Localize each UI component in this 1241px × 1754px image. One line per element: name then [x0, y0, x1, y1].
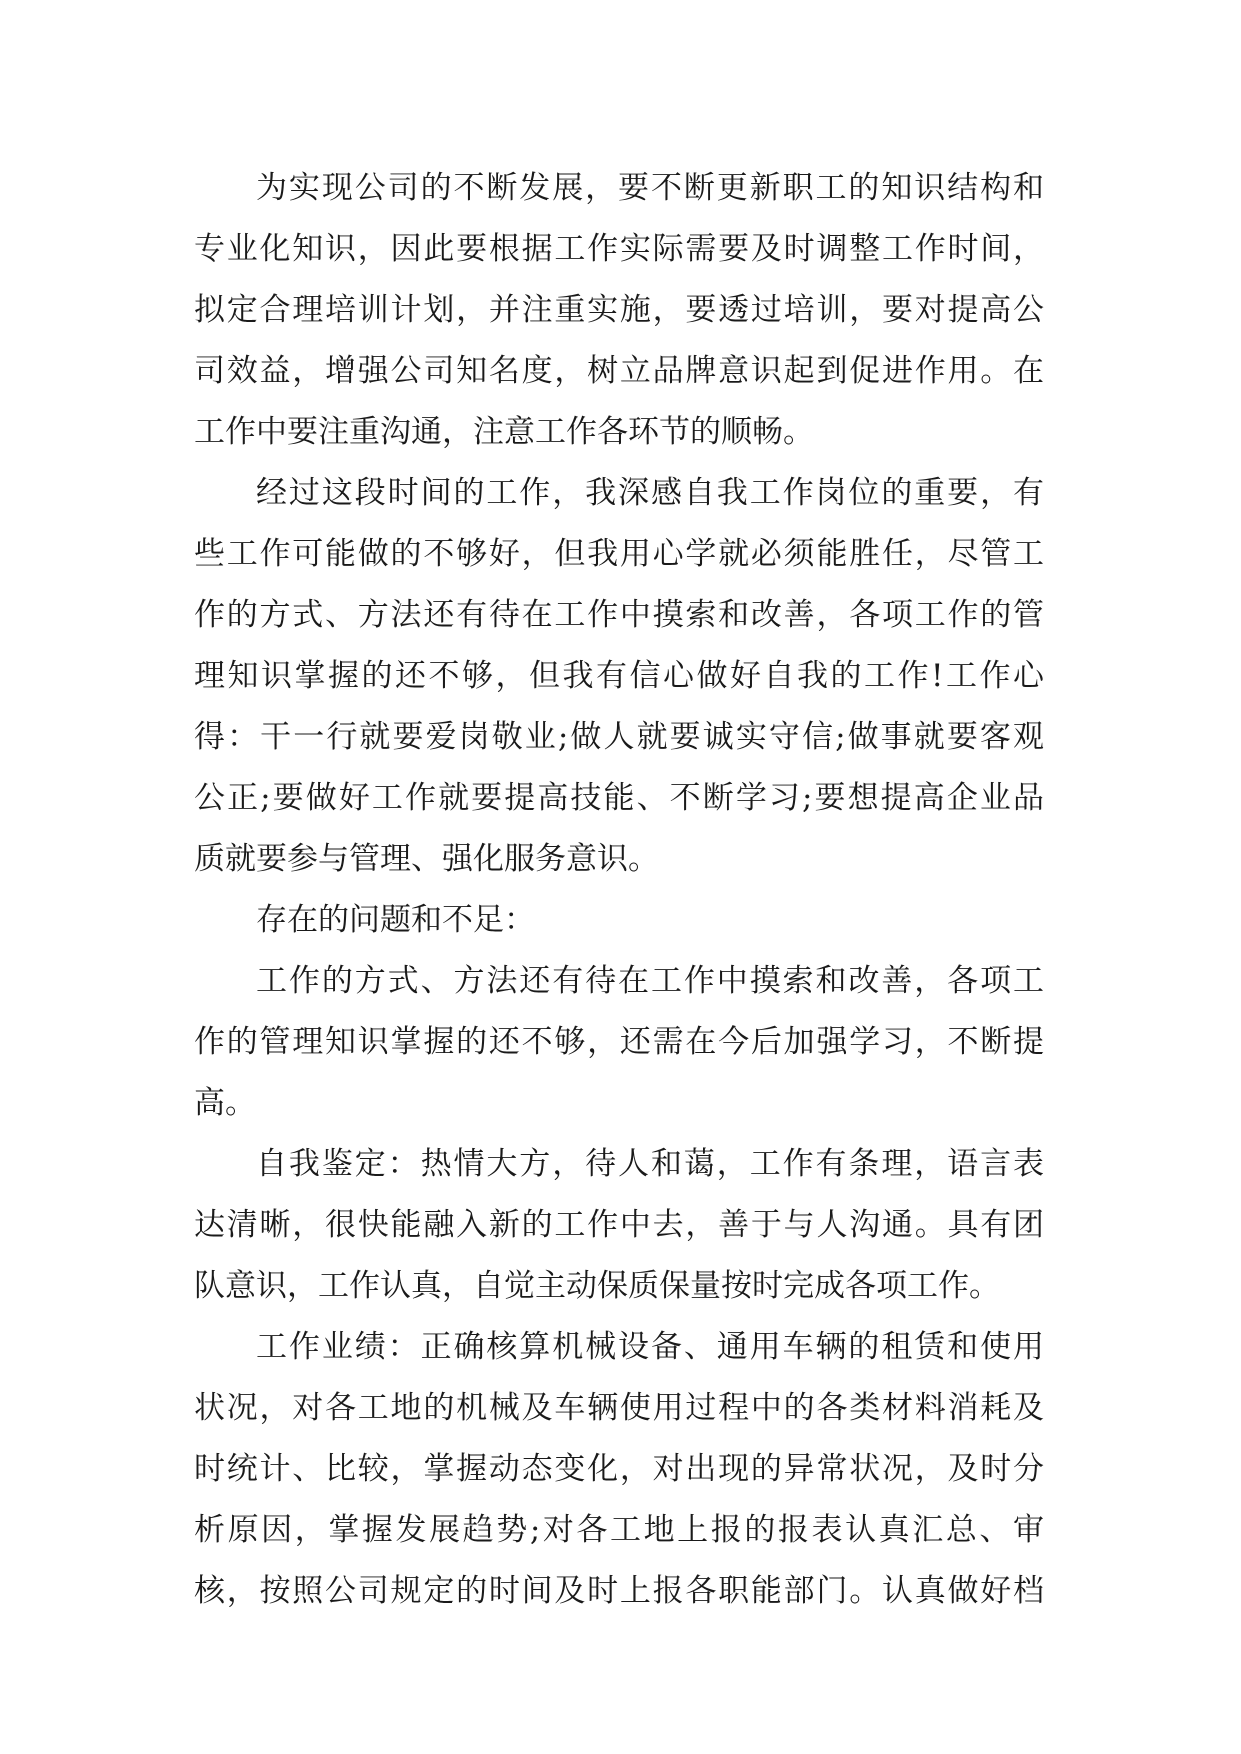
- text-line: 队意识，工作认真，自觉主动保质保量按时完成各项工作。: [194, 1268, 1000, 1304]
- text-line: 存在的问题和不足：: [256, 902, 535, 938]
- text-line: 司效益，增强公司知名度，树立品牌意识起到促进作用。在: [194, 353, 1044, 389]
- text-line: 作的方式、方法还有待在工作中摸索和改善，各项工作的管: [194, 597, 1044, 633]
- text-line: 工作业绩：正确核算机械设备、通用车辆的租赁和使用: [256, 1329, 1044, 1365]
- text-line: 拟定合理培训计划，并注重实施，要透过培训，要对提高公: [194, 292, 1044, 328]
- text-line: 作的管理知识掌握的还不够，还需在今后加强学习，不断提: [194, 1024, 1044, 1060]
- text-line: 公正;要做好工作就要提高技能、不断学习;要想提高企业品: [194, 780, 1044, 816]
- text-line: 经过这段时间的工作，我深感自我工作岗位的重要，有: [256, 475, 1044, 511]
- text-line: 工作中要注重沟通，注意工作各环节的顺畅。: [194, 414, 814, 450]
- text-line: 达清晰，很快能融入新的工作中去，善于与人沟通。具有团: [194, 1207, 1044, 1243]
- text-line: 析原因，掌握发展趋势;对各工地上报的报表认真汇总、审: [194, 1512, 1044, 1548]
- text-line: 质就要参与管理、强化服务意识。: [194, 841, 659, 877]
- text-line: 核，按照公司规定的时间及时上报各职能部门。认真做好档: [194, 1573, 1044, 1609]
- text-line: 理知识掌握的还不够，但我有信心做好自我的工作!工作心: [194, 658, 1044, 694]
- text-line: 专业化知识，因此要根据工作实际需要及时调整工作时间，: [194, 231, 1044, 267]
- text-line: 为实现公司的不断发展，要不断更新职工的知识结构和: [256, 170, 1044, 206]
- text-line: 高。: [194, 1085, 256, 1121]
- text-line: 时统计、比较，掌握动态变化，对出现的异常状况，及时分: [194, 1451, 1044, 1487]
- text-line: 工作的方式、方法还有待在工作中摸索和改善，各项工: [256, 963, 1044, 999]
- text-line: 自我鉴定：热情大方，待人和蔼，工作有条理，语言表: [256, 1146, 1044, 1182]
- text-line: 些工作可能做的不够好，但我用心学就必须能胜任，尽管工: [194, 536, 1044, 572]
- text-line: 得：干一行就要爱岗敬业;做人就要诚实守信;做事就要客观: [194, 719, 1044, 755]
- document-body: [194, 158, 1044, 1622]
- text-line: 状况，对各工地的机械及车辆使用过程中的各类材料消耗及: [194, 1390, 1044, 1426]
